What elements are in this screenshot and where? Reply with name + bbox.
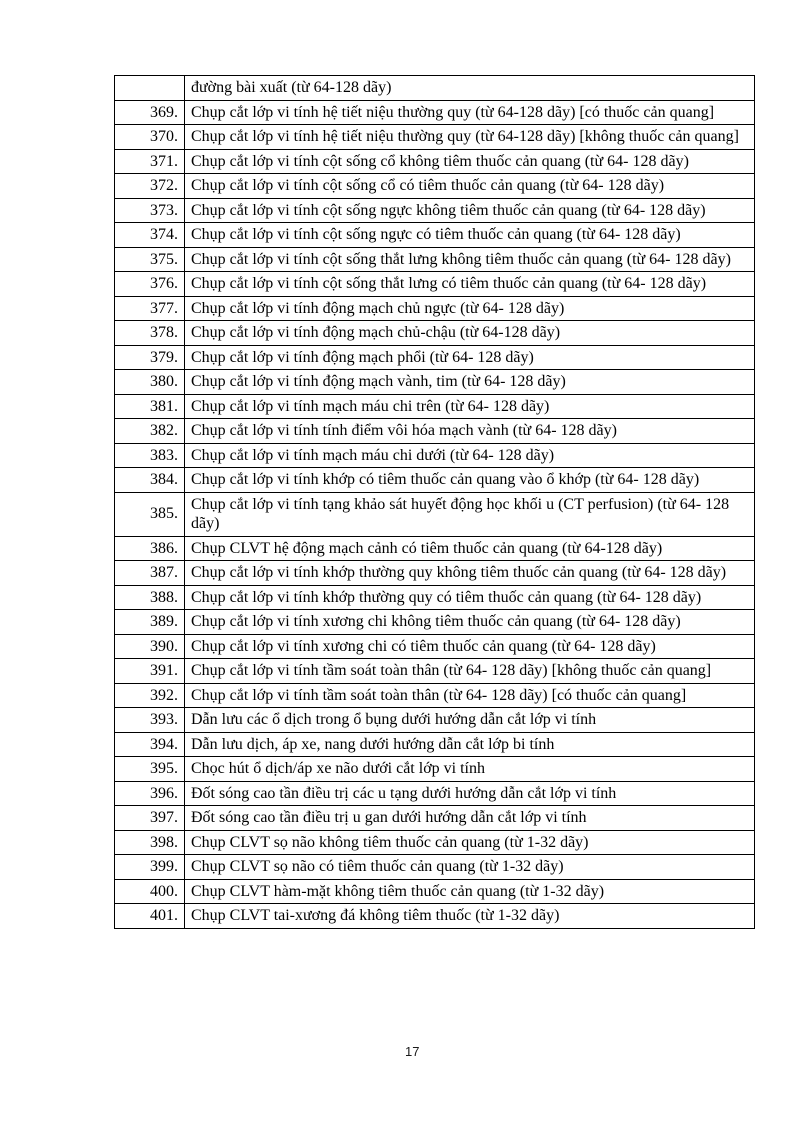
- procedure-description: Chụp cắt lớp vi tính mạch máu chi trên (từ 64- 128 dãy): [185, 394, 755, 419]
- procedure-description: Chụp cắt lớp vi tính cột sống thắt lưng không tiêm thuốc cản quang (từ 64- 128 dãy): [185, 247, 755, 272]
- procedure-description: Chụp cắt lớp vi tính động mạch phổi (từ 64- 128 dãy): [185, 345, 755, 370]
- row-number: 383.: [115, 443, 185, 468]
- table-row: [115, 732, 755, 757]
- row-number: 376.: [115, 272, 185, 297]
- procedure-description: Chụp cắt lớp vi tính xương chi có tiêm thuốc cản quang (từ 64- 128 dãy): [185, 634, 755, 659]
- table-row: [115, 149, 755, 174]
- procedure-description: Chụp cắt lớp vi tính hệ tiết niệu thường quy (từ 64-128 dãy) [không thuốc cản quang]: [185, 125, 755, 150]
- row-number: 385.: [115, 492, 185, 536]
- row-number: 397.: [115, 806, 185, 831]
- page-number: 17: [405, 1044, 420, 1059]
- row-number: 382.: [115, 419, 185, 444]
- table-row: [115, 247, 755, 272]
- procedure-description: Chụp cắt lớp vi tính khớp thường quy không tiêm thuốc cản quang (từ 64- 128 dãy): [185, 561, 755, 586]
- row-number: 394.: [115, 732, 185, 757]
- row-number: 386.: [115, 536, 185, 561]
- procedure-description: Chụp cắt lớp vi tính xương chi không tiêm thuốc cản quang (từ 64- 128 dãy): [185, 610, 755, 635]
- procedure-description: Chọc hút ổ dịch/áp xe não dưới cắt lớp vi tính: [185, 757, 755, 782]
- procedure-description: Dẫn lưu các ổ dịch trong ổ bụng dưới hướng dẫn cắt lớp vi tính: [185, 708, 755, 733]
- row-number: 378.: [115, 321, 185, 346]
- row-number: 387.: [115, 561, 185, 586]
- procedure-description: Chụp cắt lớp vi tính khớp có tiêm thuốc cản quang vào ổ khớp (từ 64- 128 dãy): [185, 468, 755, 493]
- row-number: 395.: [115, 757, 185, 782]
- row-number: 392.: [115, 683, 185, 708]
- row-number: 369.: [115, 100, 185, 125]
- row-number: 372.: [115, 174, 185, 199]
- procedure-description: Chụp cắt lớp vi tính cột sống cổ có tiêm thuốc cản quang (từ 64- 128 dãy): [185, 174, 755, 199]
- procedure-description: Chụp CLVT hệ động mạch cảnh có tiêm thuốc cản quang (từ 64-128 dãy): [185, 536, 755, 561]
- table-row: [115, 419, 755, 444]
- table-row: [115, 100, 755, 125]
- procedure-description: Chụp cắt lớp vi tính cột sống cổ không tiêm thuốc cản quang (từ 64- 128 dãy): [185, 149, 755, 174]
- procedure-description: Chụp CLVT sọ não không tiêm thuốc cản quang (từ 1-32 dãy): [185, 830, 755, 855]
- procedure-description: Chụp cắt lớp vi tính cột sống ngực có tiêm thuốc cản quang (từ 64- 128 dãy): [185, 223, 755, 248]
- table-row: [115, 904, 755, 929]
- procedure-description: Chụp cắt lớp vi tính tầm soát toàn thân (từ 64- 128 dãy) [có thuốc cản quang]: [185, 683, 755, 708]
- row-number: 396.: [115, 781, 185, 806]
- table-row: [115, 443, 755, 468]
- table-row: [115, 536, 755, 561]
- procedure-description: Chụp CLVT tai-xương đá không tiêm thuốc (từ 1-32 dãy): [185, 904, 755, 929]
- row-number: 380.: [115, 370, 185, 395]
- procedure-description: Đốt sóng cao tần điều trị các u tạng dưới hướng dẫn cắt lớp vi tính: [185, 781, 755, 806]
- table-row: [115, 296, 755, 321]
- table-row: [115, 345, 755, 370]
- procedure-description: Chụp cắt lớp vi tính tính điểm vôi hóa mạch vành (từ 64- 128 dãy): [185, 419, 755, 444]
- procedure-description: Dẫn lưu dịch, áp xe, nang dưới hướng dẫn cắt lớp bi tính: [185, 732, 755, 757]
- table-row: [115, 468, 755, 493]
- row-number: 374.: [115, 223, 185, 248]
- procedure-description: Đốt sóng cao tần điều trị u gan dưới hướng dẫn cắt lớp vi tính: [185, 806, 755, 831]
- table-row: [115, 370, 755, 395]
- row-number: 379.: [115, 345, 185, 370]
- procedure-description: Chụp CLVT sọ não có tiêm thuốc cản quang (từ 1-32 dãy): [185, 855, 755, 880]
- procedure-description: Chụp cắt lớp vi tính hệ tiết niệu thường quy (từ 64-128 dãy) [có thuốc cản quang]: [185, 100, 755, 125]
- table-row: [115, 659, 755, 684]
- procedure-description: đường bài xuất (từ 64-128 dãy): [185, 76, 755, 101]
- procedure-description: Chụp cắt lớp vi tính mạch máu chi dưới (từ 64- 128 dãy): [185, 443, 755, 468]
- table-row: [115, 757, 755, 782]
- procedure-description: Chụp cắt lớp vi tính khớp thường quy có tiêm thuốc cản quang (từ 64- 128 dãy): [185, 585, 755, 610]
- table-row: [115, 830, 755, 855]
- procedure-description: Chụp CLVT hàm-mặt không tiêm thuốc cản quang (từ 1-32 dãy): [185, 879, 755, 904]
- procedure-description: Chụp cắt lớp vi tính động mạch chủ-chậu (từ 64-128 dãy): [185, 321, 755, 346]
- procedure-description: Chụp cắt lớp vi tính tạng khảo sát huyết động học khối u (CT perfusion) (từ 64- 128 dãy): [185, 492, 755, 536]
- row-number: 388.: [115, 585, 185, 610]
- row-number: 381.: [115, 394, 185, 419]
- table-row: [115, 708, 755, 733]
- table-row: [115, 855, 755, 880]
- table-row: [115, 174, 755, 199]
- row-number: 398.: [115, 830, 185, 855]
- row-number: 375.: [115, 247, 185, 272]
- table-row: [115, 272, 755, 297]
- procedure-description: Chụp cắt lớp vi tính tầm soát toàn thân (từ 64- 128 dãy) [không thuốc cản quang]: [185, 659, 755, 684]
- table-row: [115, 492, 755, 536]
- row-number: 371.: [115, 149, 185, 174]
- table-row: [115, 806, 755, 831]
- row-number: 401.: [115, 904, 185, 929]
- row-number: 389.: [115, 610, 185, 635]
- table-row: [115, 198, 755, 223]
- table-row: [115, 76, 755, 101]
- table-row: [115, 125, 755, 150]
- table-row: [115, 781, 755, 806]
- table-row: [115, 394, 755, 419]
- row-number: 391.: [115, 659, 185, 684]
- row-number: 370.: [115, 125, 185, 150]
- procedure-description: Chụp cắt lớp vi tính động mạch chủ ngực (từ 64- 128 dãy): [185, 296, 755, 321]
- row-number: 373.: [115, 198, 185, 223]
- row-number: [115, 76, 185, 101]
- table-row: [115, 223, 755, 248]
- table-row: [115, 610, 755, 635]
- table-row: [115, 683, 755, 708]
- table-row: [115, 321, 755, 346]
- row-number: 377.: [115, 296, 185, 321]
- procedure-description: Chụp cắt lớp vi tính cột sống ngực không tiêm thuốc cản quang (từ 64- 128 dãy): [185, 198, 755, 223]
- procedures-table: [114, 75, 755, 929]
- procedure-description: Chụp cắt lớp vi tính cột sống thắt lưng có tiêm thuốc cản quang (từ 64- 128 dãy): [185, 272, 755, 297]
- table-row: [115, 585, 755, 610]
- row-number: 399.: [115, 855, 185, 880]
- row-number: 400.: [115, 879, 185, 904]
- table-row: [115, 634, 755, 659]
- table-row: [115, 561, 755, 586]
- row-number: 393.: [115, 708, 185, 733]
- row-number: 390.: [115, 634, 185, 659]
- row-number: 384.: [115, 468, 185, 493]
- table-row: [115, 879, 755, 904]
- procedure-description: Chụp cắt lớp vi tính động mạch vành, tim (từ 64- 128 dãy): [185, 370, 755, 395]
